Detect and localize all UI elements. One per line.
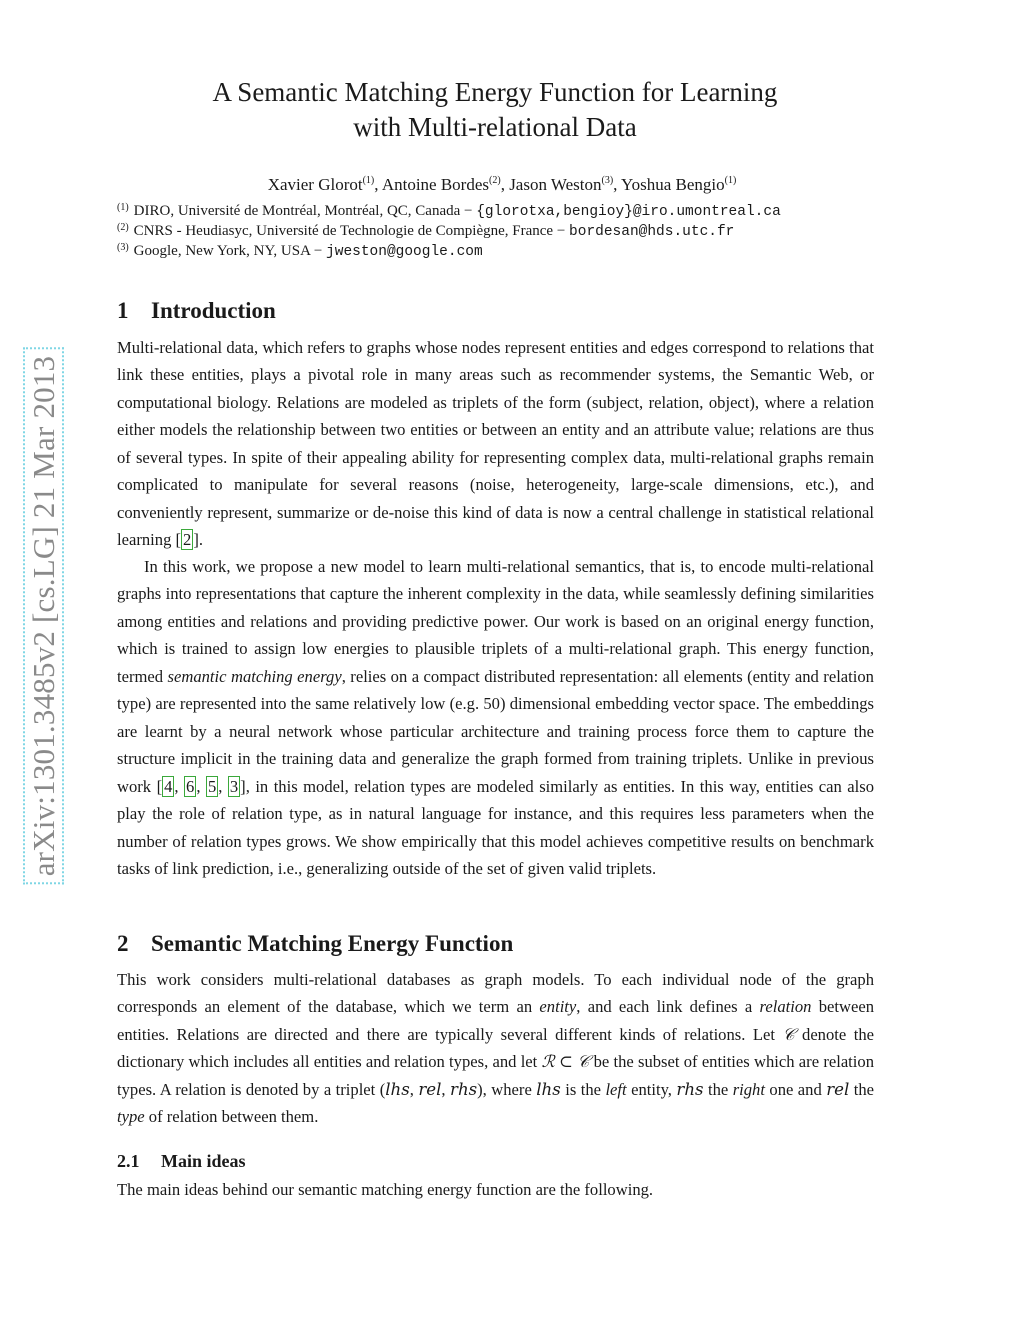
section-title: Introduction	[151, 298, 276, 323]
sme-paragraph-1: This work considers multi-relational databases as graph models. To each individual node of the graph corresponds an element of the database, which we term an entity, and each link defines a relation between entities. Relations are directed and there are typically several different kinds of relations. Let 𝒞 denote the dictionary which includes all entities and relation types, and let ℛ ⊂ 𝒞 be the subset of entities which are relation types. A relation is denoted by a triplet (lhs, rel, rhs), where lhs is the left entity, rhs the right one and rel the type of relation between them.	[117, 970, 875, 1127]
affiliation-line	[117, 202, 781, 222]
paragraph-text: be the subset of entities which are relation types. A relation is denoted by a triplet (	[117, 1052, 874, 1099]
citation-link[interactable]: 3	[229, 776, 239, 796]
author-name: Jason Weston	[509, 175, 602, 194]
emphasis-text: right	[732, 1079, 765, 1099]
affiliations	[117, 202, 781, 262]
affiliation-line	[117, 242, 781, 262]
author-mark: (2)	[489, 175, 501, 186]
citation-link[interactable]: 5	[207, 776, 217, 796]
affiliation-email: {glorotxa,bengioy}@iro.umontreal.ca	[476, 204, 781, 220]
paragraph-text: ), where	[477, 1079, 537, 1099]
math-variable: rel	[418, 1079, 442, 1099]
affiliation-email: jweston@google.com	[326, 244, 483, 260]
math-variable: rhs	[676, 1079, 704, 1099]
paragraph-text: ].	[193, 530, 204, 550]
section-title: Semantic Matching Energy Function	[151, 931, 514, 956]
affiliation-line	[117, 222, 781, 242]
math-variable: lhs	[536, 1079, 561, 1099]
intro-paragraph-1	[117, 334, 874, 554]
paper-title	[0, 75, 990, 145]
math-symbol: 𝒞	[577, 1052, 590, 1072]
title-line-2: with Multi-relational Data	[353, 112, 637, 142]
paragraph-text: between entities. Relations are directed and there are typically several different kinds of relations. Let	[117, 997, 875, 1044]
subsection-heading-main-ideas	[117, 1151, 246, 1172]
subsection-title: Main ideas	[161, 1151, 246, 1171]
math-symbol: ⊂	[554, 1052, 578, 1072]
affiliation-mark: (3)	[117, 242, 129, 253]
affiliation-mark: (1)	[117, 202, 129, 213]
emphasis-text: left	[605, 1079, 627, 1099]
paragraph-text: is the	[560, 1079, 606, 1099]
emphasis-text: type	[117, 1107, 145, 1127]
section-number: 2	[117, 931, 129, 956]
affiliation-text: CNRS - Heudiasyc, Université de Technologie de Compiègne, France −	[133, 223, 570, 239]
citation-link[interactable]: 4	[164, 776, 173, 796]
author-mark: (1)	[724, 175, 737, 186]
paragraph-text: This work considers multi-relational databases as graph models. To each individual node of the graph corresponds an element of the database, which we term an	[117, 970, 874, 1017]
affiliation-mark: (2)	[117, 222, 129, 233]
paragraph-text: , relies on a compact distributed representation: all elements (entity and relation type) are represented into the same relatively low (e.g. 50) dimensional embedding vector space. The embeddings are learnt by a neural network whose particular architecture and training process force them to capture the structure implicit in the training data and generalize the graph formed from training triplets. Unlike in previous work [	[117, 666, 874, 796]
author-name: Yoshua Bengio	[621, 175, 725, 194]
paragraph-text: of relation between them.	[144, 1107, 319, 1127]
section-heading-sme	[117, 931, 513, 957]
paragraph-text: , and each link defines a	[576, 997, 760, 1017]
paragraph-text: Multi-relational data, which refers to graphs whose nodes represent entities and edges correspond to relations that link these entities, plays a pivotal role in many areas such as recommender systems, the Semantic Web, or computational biology. Relations are modeled as triplets of the form (subject, relation, object), where a relation either models the relationship between two entities or between an entity and an attribute value; relations are thus of several types. In spite of their appealing ability for representing complex data, multi-relational graphs remain complicated to manipulate for several reasons (noise, heterogeneity, large-scale dimensions, etc.), and conveniently represent, summarize or de-noise this kind of data is now a central challenge in statistical relational learning [	[117, 338, 874, 550]
math-symbol: 𝒞	[782, 1024, 795, 1044]
citation-link[interactable]: 6	[186, 776, 195, 796]
paragraph-text: ], in this model, relation types are modeled similarly as entities. In this way, entities can also play the role of relation type, as in natural language for instance, and this requires less parameters when the number of relation types grows. We show empirically that this model achieves competitive results on benchmark tasks of link prediction, i.e., generalizing outside of the set of given valid triplets.	[117, 776, 875, 878]
paragraph-text: the	[703, 1079, 733, 1099]
emphasis-text: relation	[759, 997, 812, 1017]
affiliation-text: DIRO, Université de Montréal, Montréal, QC, Canada −	[133, 203, 477, 219]
paragraph-text: denote the dictionary which includes all entities and relation types, and let	[117, 1024, 874, 1072]
emphasis-text: semantic matching energy	[167, 666, 342, 686]
author-name: Antoine Bordes	[381, 175, 490, 194]
intro-paragraph-2: In this work, we propose a new model to learn multi-relational semantics, that is, to encode multi-relational graphs into representations that capture the inherent complexity in the data, while seamlessly defining similarities among entities and relations and providing predictive power. Our work is based on an original energy function, which is trained to assign low energies to plausible triplets of a multi-relational graph. This energy function, termed semantic matching energy, relies on a compact distributed representation: all elements (entity and relation type) are represented into the same relatively low (e.g. 50) dimensional embedding vector space. The embeddings are learnt by a neural network whose particular architecture and training process force them to capture the structure implicit in the training data and generalize the graph formed from training triplets. Unlike in previous work [ 4 , 6 , 5 , 3 ], in this model, relation types are modeled similarly as entities. In this way, entities can also play the role of relation type, as in natural language for instance, and this requires less parameters when the number of relation types grows. We show empirically that this model achieves competitive results on benchmark tasks of link prediction, i.e., generalizing outside of the set of given valid triplets.	[117, 557, 875, 878]
affiliation-email: bordesan@hds.utc.fr	[569, 224, 735, 240]
paragraph-text: In this work, we propose a new model to learn multi-relational semantics, that is, to encode multi-relational graphs into representations that capture the inherent complexity in the data, while seamlessly defining similarities among entities and relations and providing predictive power. Our work is based on an original energy function, which is trained to assign low energies to plausible triplets of a multi-relational graph. This energy function, termed	[117, 557, 874, 686]
paragraph-text: entity,	[626, 1079, 677, 1099]
paragraph-text: the	[849, 1079, 874, 1099]
emphasis-text: entity	[539, 997, 577, 1017]
math-symbol: ℛ	[541, 1052, 555, 1072]
section-number: 1	[117, 298, 129, 323]
author-list: Xavier Glorot$^{(1)}$, Antoine Bordes$^{(2)}$, Jason Weston$^{(3)}$, Yoshua Bengio$^{(1)}$	[267, 175, 737, 194]
section-heading-introduction	[117, 298, 276, 324]
title-line-1: A Semantic Matching Energy Function for Learning	[212, 77, 778, 107]
author-name: Xavier Glorot	[267, 175, 363, 194]
math-variable: rel	[826, 1079, 850, 1099]
author-mark: (3)	[601, 175, 614, 186]
arxiv-identifier[interactable]: arXiv:1301.3485v2 [cs.LG] 21 Mar 2013	[23, 348, 64, 885]
author-mark: (1)	[362, 175, 375, 186]
affiliation-text: Google, New York, NY, USA −	[133, 243, 327, 259]
subsection-number: 2.1	[117, 1151, 140, 1171]
math-variable: rhs	[450, 1079, 478, 1099]
main-ideas-paragraph: The main ideas behind our semantic matching energy function are the following.	[117, 1180, 654, 1199]
citation-link[interactable]: 2	[183, 530, 192, 550]
math-variable: lhs	[385, 1079, 410, 1099]
paragraph-text: one and	[764, 1079, 827, 1099]
